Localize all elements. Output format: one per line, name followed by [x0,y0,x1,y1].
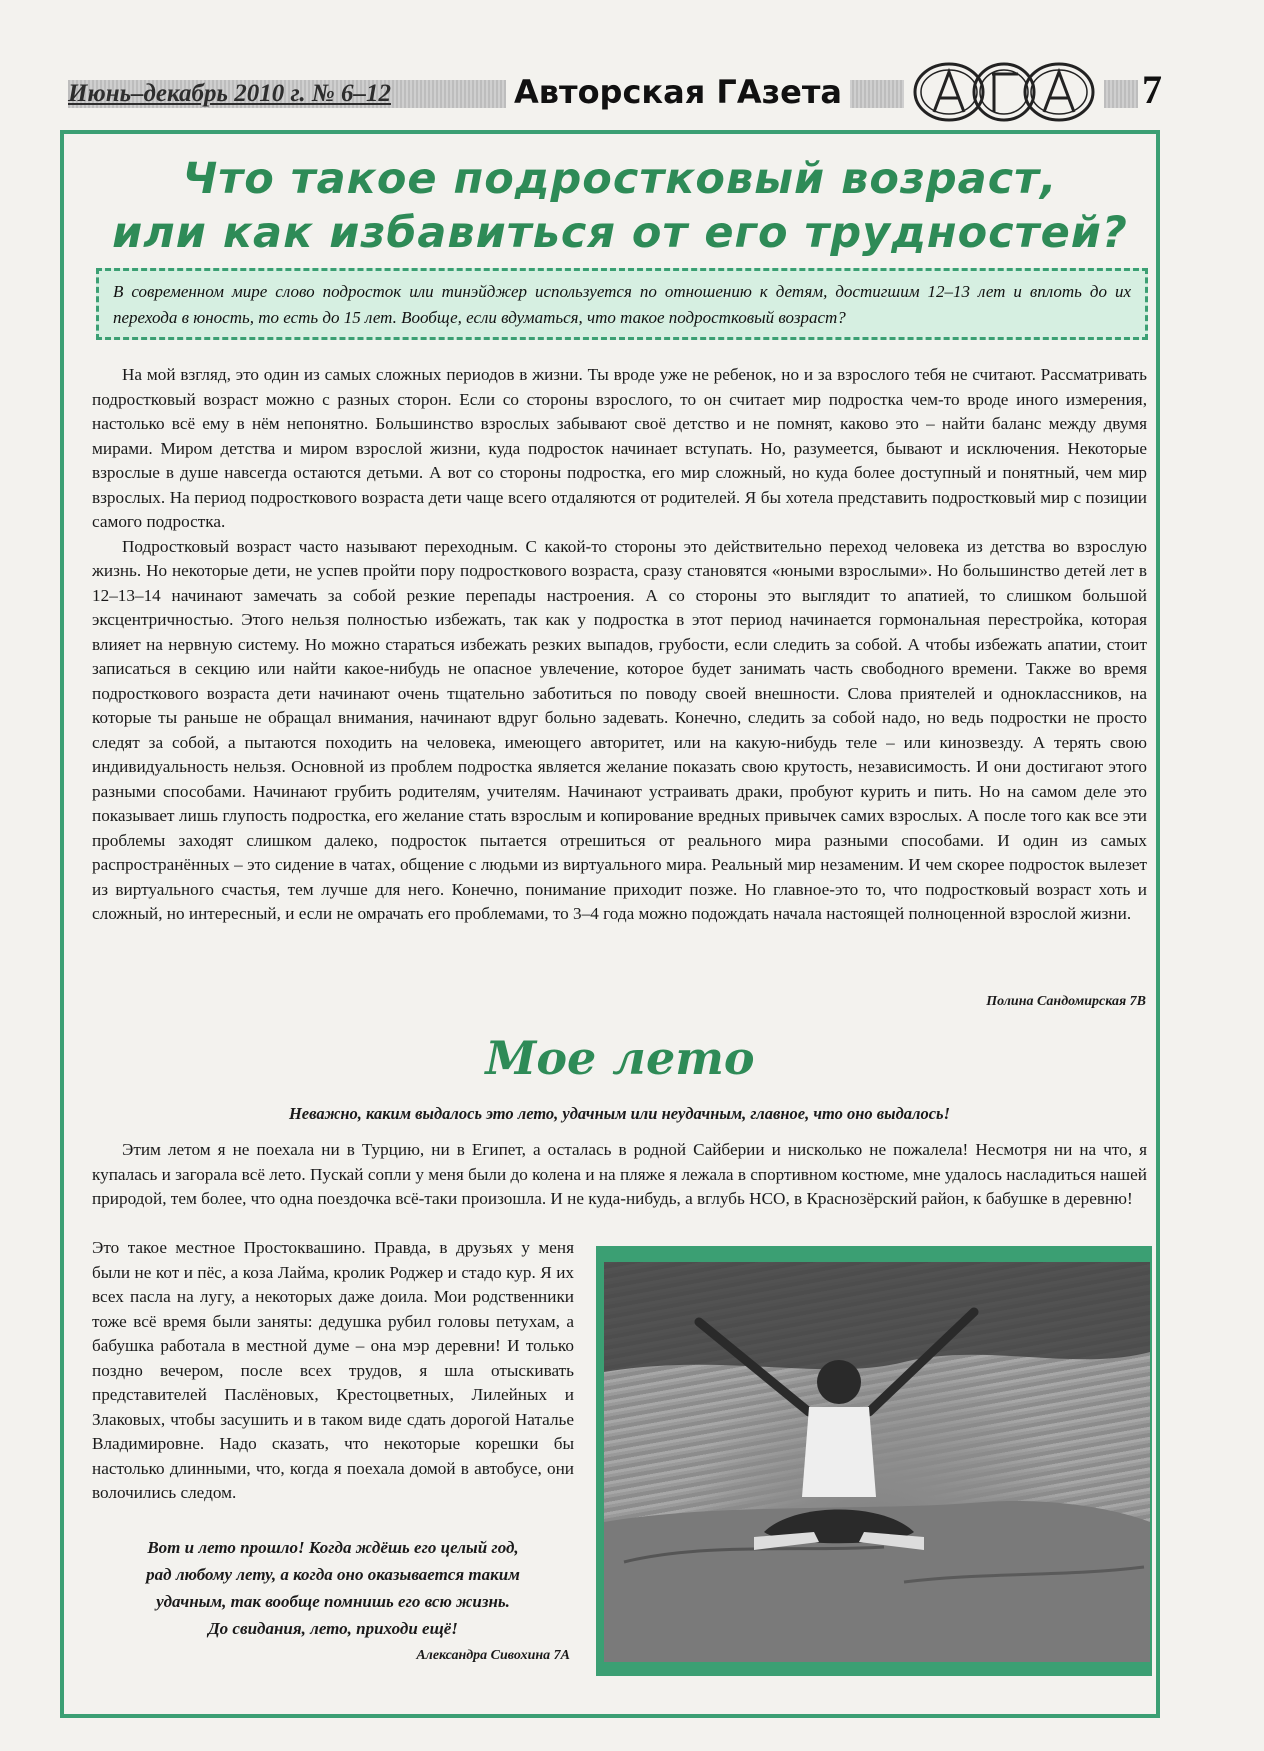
article2-closing [92,1534,574,1642]
issue-date: Июнь–декабрь 2010 г. № 6–12 [68,80,391,107]
article2-column-text [92,1236,574,1506]
article2-signature: Александра Сивохина 7А [416,1648,570,1663]
article2-paragraph: Этим летом я не поехала ни в Турцию, ни в Египет, а осталась в родной Сайберии и нисколько не пожалела! Несмотря ни на что, я купалась и загорала всё лето. Пускай сопли у меня были до колена и на пляже я лежала в спортивном костюме, мне удалось насладиться нашей природой, тем более, что одна поездочка всё-таки произошла. И не куда-нибудь, а вглубь НСО, в Краснозёрский район, к бабушке в деревню! [92,1140,1147,1208]
closing-line: До свидания, лето, приходи ещё! [208,1619,458,1638]
page-number: 7 [1138,70,1166,110]
newspaper-name: Авторская ГАзета [506,72,850,112]
article1-title-line2: или как избавиться от его трудностей? [112,208,1128,258]
article1-paragraph: Подростковый возраст часто называют переходным. С какой-то стороны это действительно переход человека из детства во взрослую жизнь. Но некоторые дети, не успев пройти пору подросткового возраста, сразу становятся «юными взрослыми». Но большинство детей лет в 12–13–14 начинают замечать за собой резкие перепады настроения. А со стороны это выглядит то апатией, то слишком большой эксцентричностью. Этого нельзя полностью избежать, так как у подростка в этот период начинается гормональная перестройка, которая влияет на нервную систему. Но можно стараться избежать резких выпадов, грубости, если следить за собой. А чтобы избежать апатии, стоит записаться в секцию или найти какое-нибудь не опасное увлечение, которое будет занимать часть свободного времени. Также во время подросткового возраста дети начинают очень тщательно заботиться по поводу своей внешности. Слова приятелей и одноклассников, на которые ты раньше не обращал внимания, начинают вдруг больно задевать. Конечно, следить за собой надо, но ведь подростки не просто следят за собой, а пытаются походить на человека, имеющего авторитет, или на какую-нибудь теле – или кинозвезду. А терять свою индивидуальность нельзя. Основной из проблем подростка является желание показать свою крутость, независимость. И они достигают этого разными способами. Начинают грубить родителям, учителям. Начинают устраивать драки, пробуют курить и пить. Но на самом деле это показывает лишь глупость подростка, его желание стать взрослым и копирование вредных привычек самих взрослых. А после того как все эти проблемы заходят слишком далеко, подросток пытается отрешиться от реального мира разными способами. И один из самых распространённых – это сидение в чатах, общение с людьми из виртуального мира. Реальный мир незаменим. И чем скорее подросток вылезет из виртуального счастья, тем лучше для него. Конечно, понимание приходит позже. Но главное-это то, что подростковый возраст хоть и сложный, но интересный, и если не омрачать его проблемами, то 3–4 года можно подождать начала настоящей полноценной взрослой жизни. [92,536,1147,923]
article1-body [92,363,1147,927]
article1-title [90,152,1150,260]
summer-photo [604,1262,1150,1662]
article2-paragraph: Это такое местное Простоквашино. Правда, в друзьях у меня были не кот и пёс, а коза Лайма, кролик Роджер и стадо кур. Я их всех пасла на лугу, а некоторых даже доила. Мои родственники тоже всё время были заняты: дедушка рубил головы петухам, а бабушка работала в местной думе – она мэр деревни! И только поздно вечером, после всех трудов, я шла отыскивать представителей Паслёновых, Крестоцветных, Лилейных и Злаковых, чтобы засушить и в таком виде сдать дорогой Наталье Владимировне. Надо сказать, что некоторые корешки бы настолько длинными, что, когда я поехала домой в автобусе, они волочились следом. [92,1238,574,1502]
page-header [68,66,1166,118]
article2-title: Мое лето [485,1031,755,1085]
article1-lead-box [96,268,1148,340]
closing-line: Вот и лето прошло! Когда ждёшь его целый год, [147,1538,519,1557]
article1-lead: В современном мире слово подросток или тинэйджер используется по отношению к детям, достигшим 12–13 лет и вплоть до их перехода в юность, то есть до 15 лет. Вообще, если вдуматься, что такое подростковый возраст? [113,282,1131,327]
article1-paragraph: На мой взгляд, это один из самых сложных периодов в жизни. Ты вроде уже не ребенок, но и за взрослого тебя не считают. Рассматривать подростковый возраст можно с разных сторон. Если со стороны взрослого, то он считает мир подростка чем-то вроде иного измерения, настолько всё ему в нём непонятно. Большинство взрослых забывают своё детство и не помнят, каково это – найти баланс между двумя мирами. Миром детства и миром взрослой жизни, куда подросток начинает вступать. Но, разумеется, бывают и исключения. Некоторые взрослые в душе навсегда остаются детьми. А вот со стороны подростка, его мир сложный, но куда более доступный и понятный, чем мир взрослых. На период подросткового возраста дети чаще всего отдаляются от родителей. Я бы хотела представить подростковый мир с позиции самого подростка. [92,365,1147,531]
closing-line: удачным, так вообще помнишь его всю жизнь. [156,1592,510,1611]
article1-signature: Полина Сандомирская 7В [986,994,1146,1009]
closing-line: рад любому лету, а когда оно оказывается таким [146,1565,520,1584]
aga-logo [904,56,1104,124]
article2-lead: Неважно, каким выдалось это лето, удачным или неудачным, главное, что оно выдалось! [288,1104,951,1123]
article2-body [92,1138,1147,1212]
article1-title-line1: Что такое подростковый возраст, [182,154,1058,204]
